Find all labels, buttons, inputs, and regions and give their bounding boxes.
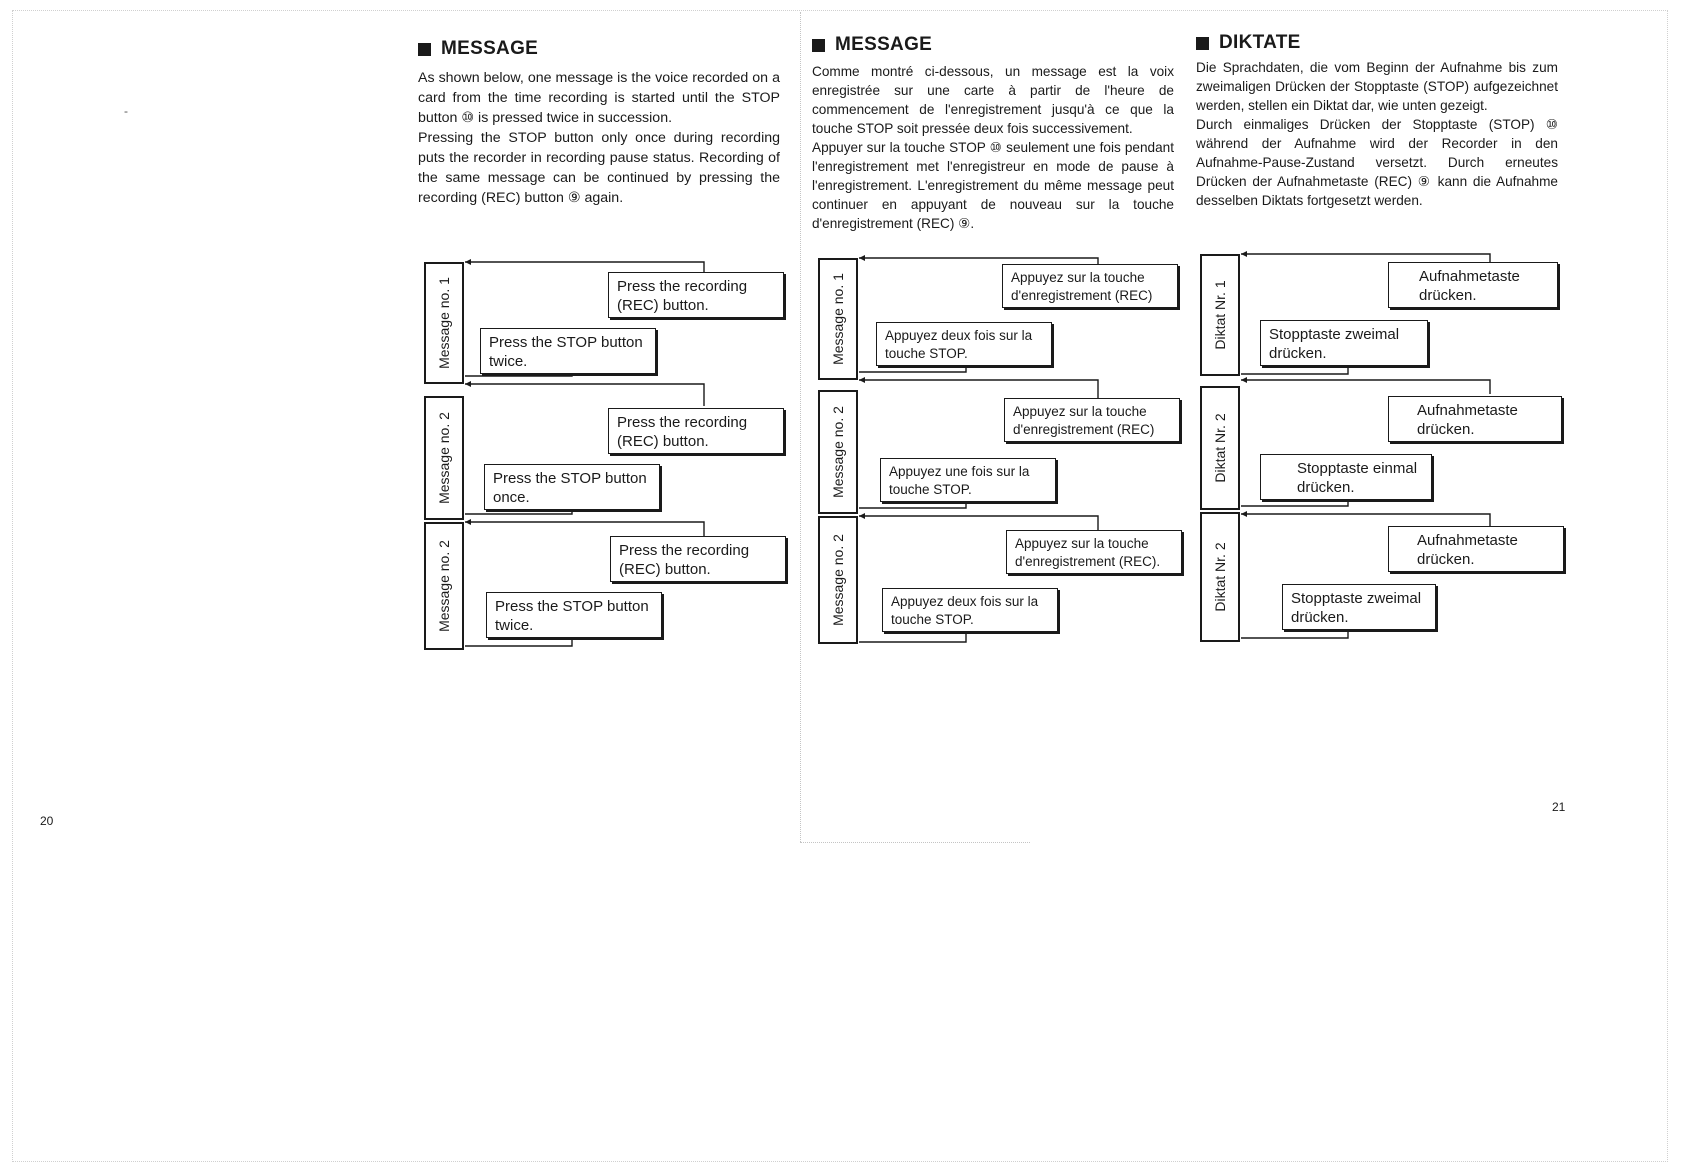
heading-text: MESSAGE (835, 34, 933, 55)
scan-artifact: - (124, 104, 128, 118)
message-diagram-french (818, 254, 1188, 648)
message-label-text: Message no. 2 (436, 412, 452, 504)
rec-instruction-box-2: Appuyez sur la touche d'enregistrement (REC) (1004, 398, 1180, 442)
message-label-text: Message no. 1 (436, 277, 452, 369)
message-label-2 (424, 396, 464, 520)
rec-instruction-box-1: Aufnahmetaste drücken. (1388, 262, 1558, 308)
section-body-french (812, 62, 1174, 233)
page-fold-line-bottom (800, 842, 1030, 843)
dictation-label-text: Diktat Nr. 2 (1212, 413, 1228, 483)
dictation-label-3 (1200, 512, 1240, 642)
message-label-text: Message no. 2 (436, 540, 452, 632)
stop-instruction-box-2: Stopptaste einmal drücken. (1260, 454, 1432, 500)
stop-instruction-box-1: Appuyez deux fois sur la touche STOP. (876, 322, 1052, 366)
rec-instruction-box-3: Aufnahmetaste drücken. (1388, 526, 1564, 572)
rec-instruction-box-3: Appuyez sur la touche d'enregistrement (REC). (1006, 530, 1182, 574)
message-label-3 (818, 516, 858, 644)
stop-instruction-box-3: Press the STOP button twice. (486, 592, 662, 638)
section-heading-english (418, 38, 538, 60)
message-label-text: Message no. 2 (830, 406, 846, 498)
dictation-label-1 (1200, 254, 1240, 376)
paragraph: Die Sprachdaten, die vom Beginn der Aufnahme bis zum zweimaligen Drücken der Stopptaste (STOP) aufgezeichnet werden, stellen ein Diktat dar, wie unten gezeigt. (1196, 60, 1558, 113)
rec-instruction-box-1: Appuyez sur la touche d'enregistrement (REC) (1002, 264, 1178, 308)
paragraph: Pressing the STOP button only once during recording puts the recorder in recording pause status. Recording of the same message can be continued by pressing the recording (REC) button ⑨ again. (418, 130, 780, 206)
stop-instruction-box-3: Appuyez deux fois sur la touche STOP. (882, 588, 1058, 632)
message-label-2 (818, 390, 858, 514)
stop-instruction-box-3: Stopptaste zweimal drücken. (1282, 584, 1436, 630)
rec-instruction-box-1: Press the recording (REC) button. (608, 272, 784, 318)
bullet-square-icon (418, 43, 431, 56)
message-label-3 (424, 522, 464, 650)
section-heading-german (1196, 32, 1301, 54)
message-diagram-english (424, 258, 794, 652)
page-fold-line (800, 12, 801, 842)
page-number-right: 21 (1552, 800, 1566, 814)
heading-text: DIKTATE (1219, 32, 1301, 53)
bullet-square-icon (812, 39, 825, 52)
paragraph: Durch einmaliges Drücken der Stopptaste (STOP) ⑩ während der Aufnahme wird der Recorder in den Aufnahme-Pause-Zustand versetzt. Durch erneutes Drücken der Aufnahmetaste (REC) ⑨ kann die Aufnahme desselben Diktats fortgesetzt werden. (1196, 117, 1558, 208)
stop-instruction-box-2: Press the STOP button once. (484, 464, 660, 510)
bullet-square-icon (1196, 37, 1209, 50)
message-label-1 (424, 262, 464, 384)
rec-instruction-box-2: Aufnahmetaste drücken. (1388, 396, 1562, 442)
paragraph: As shown below, one message is the voice recorded on a card from the time recording is started until the STOP button ⑩ is pressed twice in succession. (418, 70, 780, 126)
stop-instruction-box-2: Appuyez une fois sur la touche STOP. (880, 458, 1056, 502)
dictation-label-text: Diktat Nr. 2 (1212, 542, 1228, 612)
stop-instruction-box-1: Press the STOP button twice. (480, 328, 656, 374)
page-number-left: 20 (40, 814, 54, 828)
section-body-german (1196, 58, 1558, 210)
heading-text: MESSAGE (441, 38, 539, 59)
message-label-text: Message no. 1 (830, 273, 846, 365)
dictation-label-text: Diktat Nr. 1 (1212, 280, 1228, 350)
message-label-text: Message no. 2 (830, 534, 846, 626)
stop-instruction-box-1: Stopptaste zweimal drücken. (1260, 320, 1428, 366)
section-heading-french (812, 34, 932, 56)
paragraph: Appuyer sur la touche STOP ⑩ seulement une fois pendant l'enregistrement met l'enregistreur en mode de pause à l'enregistrement. L'enregistrement du même message peut continuer en appuyant de nouveau sur la touche d'enregistrement (REC) ⑨. (812, 140, 1174, 231)
dictation-label-2 (1200, 386, 1240, 510)
rec-instruction-box-2: Press the recording (REC) button. (608, 408, 784, 454)
rec-instruction-box-3: Press the recording (REC) button. (610, 536, 786, 582)
section-body-english (418, 68, 780, 208)
message-label-1 (818, 258, 858, 380)
dictation-diagram-german (1200, 250, 1570, 644)
paragraph: Comme montré ci-dessous, un message est la voix enregistrée sur une carte à partir de l'heure de commencement de l'enregistrement jusqu'à ce que la touche STOP soit pressée deux fois successivement. (812, 64, 1174, 136)
